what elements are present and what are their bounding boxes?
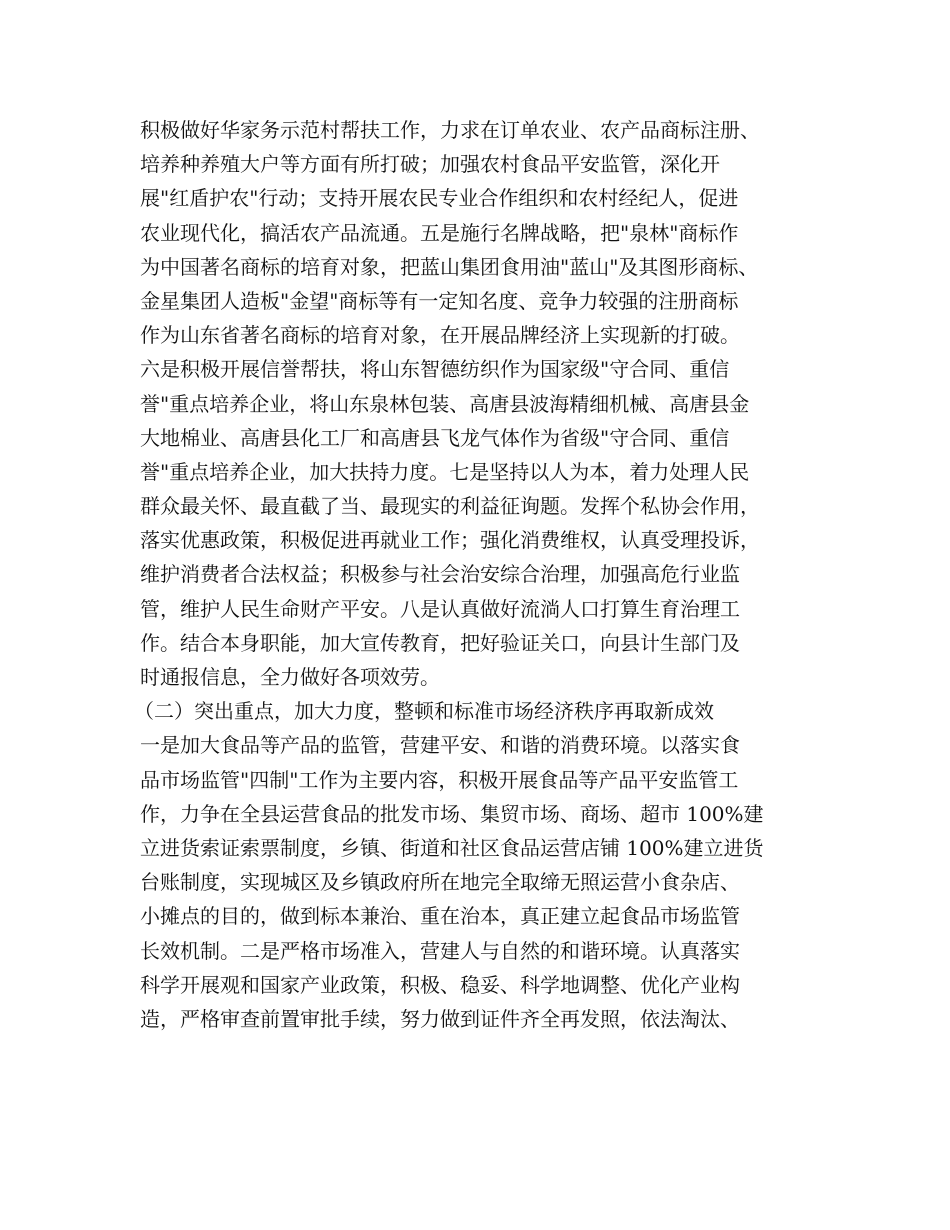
text-line: 立进货索证索票制度，乡镇、街道和社区食品运营店铺 100%建立进货 (140, 835, 764, 860)
text-line: 落实优惠政策，积极促进再就业工作；强化消费维权，认真受理投诉， (140, 528, 760, 553)
text-line: 誉"重点培养企业，将山东泉林包装、高唐县波海精细机械、高唐县金 (140, 391, 750, 416)
text-line: 台账制度，实现城区及乡镇政府所在地完全取缔无照运营小食杂店、 (140, 870, 740, 895)
text-line: 维护消费者合法权益；积极参与社会治安综合治理，加强高危行业监 (140, 562, 740, 587)
text-line: 管，维护人民生命财产平安。八是认真做好流淌人口打算生育治理工 (140, 596, 740, 621)
section-heading: （二）突出重点，加大力度，整顿和标准市场经济秩序再取新成效 (134, 699, 714, 724)
text-line: 作，力争在全县运营食品的批发市场、集贸市场、商场、超市 100%建 (140, 801, 764, 826)
text-line: 金星集团人造板"金望"商标等有一定知名度、竞争力较强的注册商标 (140, 288, 739, 313)
text-line: 时通报信息，全力做好各项效劳。 (140, 665, 440, 689)
text-line: 造，严格审查前置审批手续，努力做到证件齐全再发照，依法淘汰、 (140, 1006, 740, 1031)
text-line: 群众最关怀、最直截了当、最现实的利益征询题。发挥个私协会作用， (140, 494, 760, 519)
text-line: 科学开展观和国家产业政策，积极、稳妥、科学地调整、优化产业构 (140, 972, 740, 997)
text-line: 积极做好华家务示范村帮扶工作，力求在订单农业、农产品商标注册、 (140, 118, 760, 142)
text-line: 长效机制。二是严格市场准入，营建人与自然的和谐环境。认真落实 (140, 938, 740, 963)
text-line: 一是加大食品等产品的监管，营建平安、和谐的消费环境。以落实食 (140, 733, 740, 758)
text-line: 为中国著名商标的培育对象，把蓝山集团食用油"蓝山"及其图形商标、 (140, 254, 759, 279)
text-line: 展"红盾护农"行动；支持开展农民专业合作组织和农村经纪人，促进 (140, 186, 739, 211)
text-line: 作。结合本身职能，加大宣传教育，把好验证关口，向县计生部门及 (140, 630, 740, 655)
text-line: 大地棉业、高唐县化工厂和高唐县飞龙气体作为省级"守合同、重信 (140, 425, 730, 450)
text-line: 农业现代化，搞活农产品流通。五是施行名牌战略，把"泉林"商标作 (140, 220, 739, 245)
text-line: 培养种养殖大户等方面有所打破；加强农村食品平安监管，深化开 (140, 152, 720, 177)
text-line: 小摊点的目的，做到标本兼治、重在治本，真正建立起食品市场监管 (140, 904, 740, 929)
text-line: 作为山东省著名商标的培育对象，在开展品牌经济上实现新的打破。 (140, 323, 740, 348)
text-line: 誉"重点培养企业，加大扶持力度。七是坚持以人为本，着力处理人民 (140, 459, 750, 484)
text-line: 品市场监管"四制"工作为主要内容，积极开展食品等产品平安监管工 (140, 767, 739, 792)
body-text (134, 113, 840, 1036)
text-line: 六是积极开展信誉帮扶，将山东智德纺织作为国家级"守合同、重信 (140, 357, 730, 382)
